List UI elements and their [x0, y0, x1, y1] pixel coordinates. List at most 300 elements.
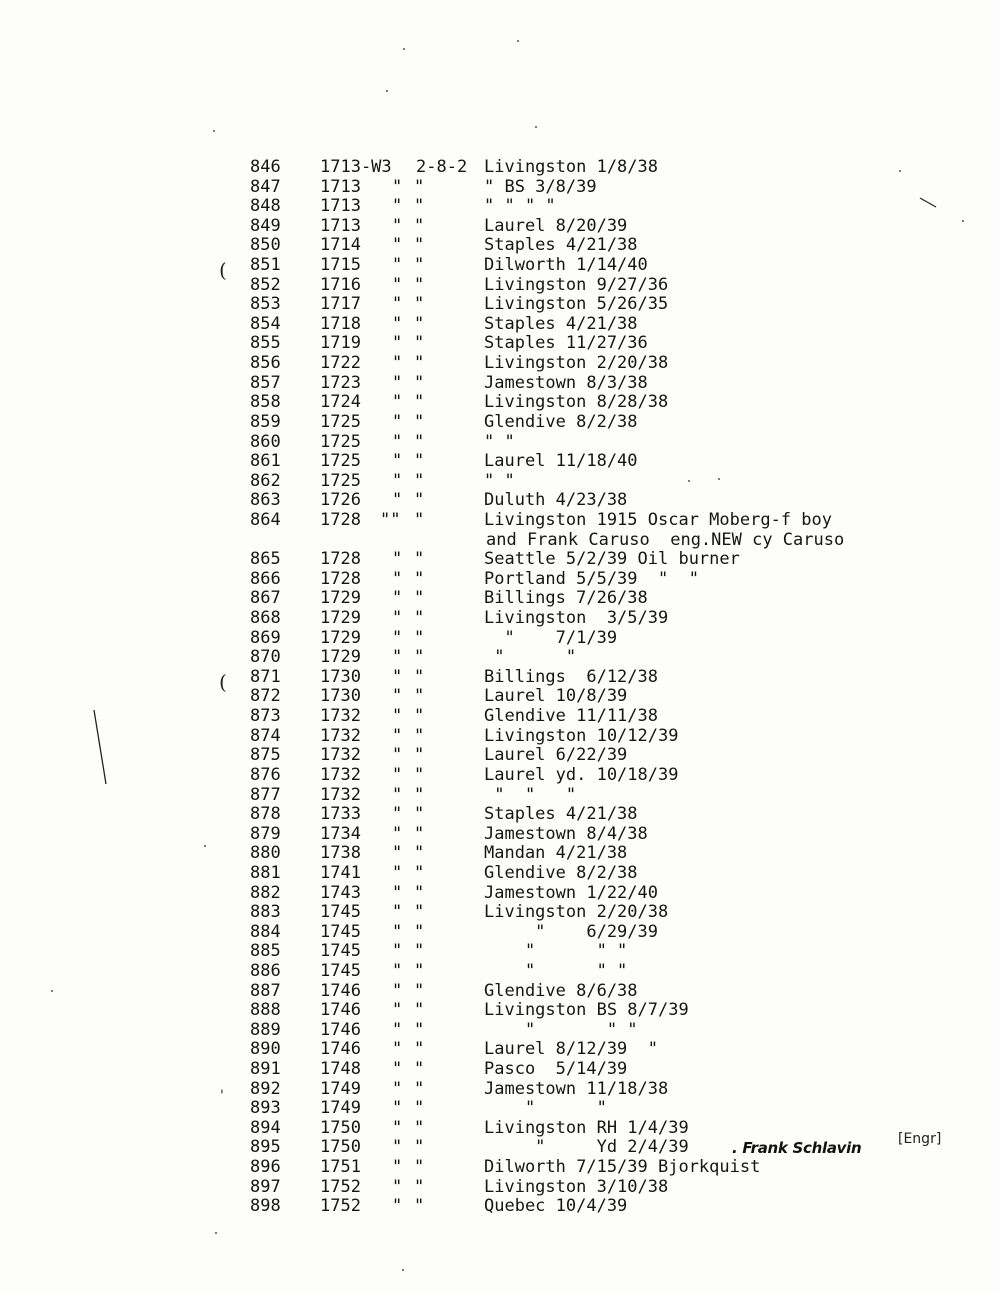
destination: Staples 4/21/38 [484, 313, 638, 334]
record-row [0, 903, 1000, 923]
ditto-class: " [392, 215, 403, 236]
destination: Staples 4/21/38 [484, 804, 638, 825]
engine-number: 1719 [320, 333, 361, 354]
ditto-class: " [392, 333, 403, 354]
destination: Staples 4/21/38 [484, 235, 638, 256]
wheel-arrangement: " [414, 588, 425, 609]
wheel-arrangement: " [414, 451, 425, 472]
record-row [0, 295, 1000, 315]
wheel-arrangement: " [414, 176, 425, 197]
engine-number: 1746 [320, 980, 361, 1001]
record-row [0, 452, 1000, 472]
wheel-arrangement: " [414, 784, 425, 805]
engine-number: 1728 [320, 509, 361, 530]
destination: " BS 3/8/39 [484, 176, 597, 197]
margin-pencil-stroke [918, 196, 938, 210]
ditto-class: " [392, 588, 403, 609]
record-row [0, 276, 1000, 296]
record-number: 846 [250, 157, 281, 177]
wheel-arrangement: " [414, 686, 425, 707]
wheel-arrangement: " [414, 627, 425, 648]
wheel-arrangement: " [414, 980, 425, 1001]
scan-speck [204, 845, 206, 847]
ditto-class: "" [380, 509, 401, 530]
engine-number: 1728 [320, 568, 361, 589]
wheel-arrangement: " [414, 862, 425, 883]
wheel-arrangement: " [414, 1176, 425, 1197]
ditto-class: " [392, 274, 403, 295]
record-row [0, 1080, 1000, 1100]
destination: Mandan 4/21/38 [484, 843, 628, 864]
ditto-class: " [392, 647, 403, 668]
record-number: 854 [250, 313, 281, 334]
record-number: 870 [250, 647, 281, 668]
record-row [0, 393, 1000, 413]
wheel-arrangement: " [414, 235, 425, 256]
destination: " " " [484, 960, 628, 981]
record-row [0, 707, 1000, 727]
record-row [0, 433, 1000, 453]
engine-number: 1749 [320, 1098, 361, 1119]
ditto-class: " [392, 451, 403, 472]
record-row [0, 668, 1000, 688]
record-row [0, 786, 1000, 806]
record-row [0, 923, 1000, 943]
scan-speck [51, 990, 53, 992]
ditto-class: " [392, 862, 403, 883]
wheel-arrangement: " [414, 568, 425, 589]
destination: Glendive 8/2/38 [484, 411, 638, 432]
scan-speck [403, 48, 405, 50]
record-number: 867 [250, 588, 281, 609]
engine-number: 1732 [320, 764, 361, 785]
destination: " " [484, 431, 515, 452]
record-row [0, 609, 1000, 629]
wheel-arrangement: " [414, 608, 425, 629]
scan-speck [215, 1232, 217, 1234]
record-number: 894 [250, 1117, 281, 1138]
record-number: 868 [250, 608, 281, 629]
engine-number: 1725 [320, 411, 361, 432]
record-number: 882 [250, 882, 281, 903]
scan-speck [962, 220, 964, 222]
record-row [0, 256, 1000, 276]
wheel-arrangement: " [414, 490, 425, 511]
wheel-arrangement: " [414, 333, 425, 354]
record-row [0, 1060, 1000, 1080]
scan-speck [535, 126, 537, 128]
record-number: 860 [250, 431, 281, 452]
record-number: 859 [250, 411, 281, 432]
ditto-class: " [392, 176, 403, 197]
destination: Laurel 8/12/39 " [484, 1039, 658, 1060]
wheel-arrangement: " [414, 196, 425, 217]
destination: Livingston 3/10/38 [484, 1176, 669, 1197]
wheel-arrangement: " [414, 372, 425, 393]
record-row [0, 158, 1000, 178]
ditto-class: " [392, 372, 403, 393]
record-row [0, 570, 1000, 590]
engine-number: 1738 [320, 843, 361, 864]
record-number: 861 [250, 451, 281, 472]
engine-number: 1713-W3 [320, 157, 392, 177]
record-number: 856 [250, 353, 281, 374]
ditto-class: " [392, 1117, 403, 1138]
ditto-class: " [392, 666, 403, 687]
engine-number: 1745 [320, 960, 361, 981]
destination: Glendive 8/6/38 [484, 980, 638, 1001]
engine-number: 1745 [320, 902, 361, 923]
record-number: 849 [250, 215, 281, 236]
engine-number: 1750 [320, 1117, 361, 1138]
engine-number: 1752 [320, 1176, 361, 1197]
wheel-arrangement: " [414, 941, 425, 962]
record-row [0, 217, 1000, 237]
record-number: 881 [250, 862, 281, 883]
record-row [0, 962, 1000, 982]
record-row [0, 531, 1000, 551]
engine-number: 1732 [320, 725, 361, 746]
margin-tick-mark: ' [220, 1088, 224, 1104]
engine-number: 1743 [320, 882, 361, 903]
ditto-class: " [392, 1039, 403, 1060]
record-row [0, 629, 1000, 649]
engine-number: 1716 [320, 274, 361, 295]
record-number: 876 [250, 764, 281, 785]
engine-number: 1748 [320, 1059, 361, 1080]
wheel-arrangement: " [414, 960, 425, 981]
ditto-class: " [392, 1019, 403, 1040]
record-number: 892 [250, 1078, 281, 1099]
margin-paren-mark: ( [219, 258, 227, 282]
record-number: 888 [250, 1000, 281, 1021]
record-row [0, 334, 1000, 354]
engine-number: 1734 [320, 823, 361, 844]
destination: Livingston 5/26/35 [484, 294, 669, 315]
engine-number: 1732 [320, 706, 361, 727]
record-row [0, 766, 1000, 786]
destination: Duluth 4/23/38 [484, 490, 628, 511]
record-number: 869 [250, 627, 281, 648]
destination: Livingston 2/20/38 [484, 902, 669, 923]
engine-number: 1741 [320, 862, 361, 883]
engine-number: 1733 [320, 804, 361, 825]
ditto-class: " [392, 490, 403, 511]
destination: Livingston 8/28/38 [484, 392, 669, 413]
record-row [0, 727, 1000, 747]
destination: Jamestown 8/4/38 [484, 823, 648, 844]
ditto-class: " [392, 882, 403, 903]
record-row [0, 844, 1000, 864]
bracket-note: [Engr] [898, 1131, 942, 1147]
ditto-class: " [392, 627, 403, 648]
engine-number: 1751 [320, 1157, 361, 1178]
ditto-class: " [392, 1000, 403, 1021]
engine-number: 1729 [320, 627, 361, 648]
wheel-arrangement: " [414, 1157, 425, 1178]
record-row [0, 1099, 1000, 1119]
ditto-class: " [392, 784, 403, 805]
ditto-class: " [392, 1059, 403, 1080]
destination: and Frank Caruso eng.NEW cy Caruso [486, 529, 845, 550]
ditto-class: " [392, 764, 403, 785]
ditto-class: " [392, 431, 403, 452]
destination: Laurel 10/8/39 [484, 686, 628, 707]
scan-speck [402, 1269, 404, 1271]
wheel-arrangement: " [414, 921, 425, 942]
wheel-arrangement: " [414, 902, 425, 923]
destination: Quebec 10/4/39 [484, 1196, 628, 1217]
record-number: 852 [250, 274, 281, 295]
engine-number: 1729 [320, 608, 361, 629]
engine-number: 1729 [320, 647, 361, 668]
record-row [0, 1197, 1000, 1217]
wheel-arrangement: " [414, 1059, 425, 1080]
engine-number: 1730 [320, 666, 361, 687]
wheel-arrangement: " [414, 392, 425, 413]
wheel-arrangement: " [414, 745, 425, 766]
wheel-arrangement: " [414, 647, 425, 668]
wheel-arrangement: " [414, 1137, 425, 1158]
wheel-arrangement: " [414, 294, 425, 315]
destination: Seattle 5/2/39 Oil burner [484, 549, 740, 570]
ditto-class: " [392, 255, 403, 276]
record-row [0, 550, 1000, 570]
destination: Livingston RH 1/4/39 [484, 1117, 689, 1138]
record-row [0, 589, 1000, 609]
destination: " 6/29/39 [484, 921, 658, 942]
destination: Staples 11/27/36 [484, 333, 648, 354]
engine-number: 1746 [320, 1019, 361, 1040]
wheel-arrangement: " [414, 353, 425, 374]
wheel-arrangement: " [414, 549, 425, 570]
record-row [0, 687, 1000, 707]
engine-number: 1714 [320, 235, 361, 256]
scan-speck [517, 40, 519, 42]
destination: Billings 6/12/38 [484, 666, 658, 687]
record-row [0, 236, 1000, 256]
ditto-class: " [392, 196, 403, 217]
record-row [0, 197, 1000, 217]
engine-number: 1718 [320, 313, 361, 334]
record-row [0, 178, 1000, 198]
record-number: 887 [250, 980, 281, 1001]
record-row [0, 1158, 1000, 1178]
record-number: 879 [250, 823, 281, 844]
ditto-class: " [392, 1078, 403, 1099]
destination: Laurel yd. 10/18/39 [484, 764, 679, 785]
engine-number: 1715 [320, 255, 361, 276]
destination: Pasco 5/14/39 [484, 1059, 628, 1080]
engine-number: 1749 [320, 1078, 361, 1099]
wheel-arrangement: " [414, 1078, 425, 1099]
record-number: 873 [250, 706, 281, 727]
record-row [0, 511, 1000, 531]
destination: Dilworth 7/15/39 Bjorkquist [484, 1157, 761, 1178]
wheel-arrangement: " [414, 764, 425, 785]
record-row [0, 354, 1000, 374]
wheel-arrangement: " [414, 666, 425, 687]
wheel-arrangement: " [414, 1019, 425, 1040]
record-row [0, 1119, 1000, 1139]
destination: Jamestown 8/3/38 [484, 372, 648, 393]
record-number: 848 [250, 196, 281, 217]
record-row [0, 491, 1000, 511]
record-number: 866 [250, 568, 281, 589]
wheel-arrangement: " [414, 1117, 425, 1138]
engine-number: 1713 [320, 215, 361, 236]
record-row [0, 472, 1000, 492]
ditto-class: " [392, 470, 403, 491]
record-number: 855 [250, 333, 281, 354]
destination: " " [484, 1098, 607, 1119]
engine-number: 1725 [320, 451, 361, 472]
engine-number: 1713 [320, 196, 361, 217]
wheel-arrangement: " [414, 470, 425, 491]
record-number: 851 [250, 255, 281, 276]
engine-number: 1732 [320, 784, 361, 805]
record-row [0, 315, 1000, 335]
engine-number: 1717 [320, 294, 361, 315]
record-list [0, 158, 1000, 1217]
destination: Jamestown 11/18/38 [484, 1078, 669, 1099]
ditto-class: " [392, 608, 403, 629]
ditto-class: " [392, 725, 403, 746]
destination: Livingston 1/8/38 [484, 157, 658, 177]
ditto-class: " [392, 313, 403, 334]
record-number: 898 [250, 1196, 281, 1217]
destination: Glendive 8/2/38 [484, 862, 638, 883]
engine-number: 1745 [320, 921, 361, 942]
record-number: 857 [250, 372, 281, 393]
record-row [0, 1040, 1000, 1060]
record-number: 897 [250, 1176, 281, 1197]
wheel-arrangement: " [414, 823, 425, 844]
wheel-arrangement: " [414, 1098, 425, 1119]
record-number: 893 [250, 1098, 281, 1119]
record-number: 862 [250, 470, 281, 491]
record-number: 871 [250, 666, 281, 687]
record-row [0, 746, 1000, 766]
margin-paren-mark: ( [219, 670, 227, 694]
ditto-class: " [392, 941, 403, 962]
record-number: 884 [250, 921, 281, 942]
wheel-arrangement: " [414, 215, 425, 236]
wheel-arrangement: " [414, 431, 425, 452]
destination: Jamestown 1/22/40 [484, 882, 658, 903]
record-row [0, 864, 1000, 884]
record-row [0, 648, 1000, 668]
wheel-arrangement: " [414, 843, 425, 864]
ditto-class: " [392, 235, 403, 256]
destination: " " [484, 647, 577, 668]
wheel-arrangement: " [414, 725, 425, 746]
destination: Livingston 3/5/39 [484, 608, 669, 629]
record-number: 886 [250, 960, 281, 981]
engine-number: 1746 [320, 1039, 361, 1060]
engine-number: 1723 [320, 372, 361, 393]
wheel-arrangement: " [414, 411, 425, 432]
record-number: 863 [250, 490, 281, 511]
ditto-class: " [392, 1137, 403, 1158]
destination: Livingston 2/20/38 [484, 353, 669, 374]
destination: Billings 7/26/38 [484, 588, 648, 609]
ditto-class: " [392, 1176, 403, 1197]
ditto-class: " [392, 960, 403, 981]
record-number: 895 [250, 1137, 281, 1158]
record-number: 885 [250, 941, 281, 962]
record-row [0, 942, 1000, 962]
ditto-class: " [392, 804, 403, 825]
ditto-class: " [392, 686, 403, 707]
record-number: 858 [250, 392, 281, 413]
record-number: 864 [250, 509, 281, 530]
wheel-arrangement: " [414, 1039, 425, 1060]
engine-number: 1746 [320, 1000, 361, 1021]
record-number: 889 [250, 1019, 281, 1040]
record-row [0, 805, 1000, 825]
wheel-arrangement: " [414, 882, 425, 903]
record-number: 891 [250, 1059, 281, 1080]
destination: Livingston 10/12/39 [484, 725, 679, 746]
scan-speck [688, 480, 690, 482]
engine-number: 1730 [320, 686, 361, 707]
ditto-class: " [392, 921, 403, 942]
wheel-arrangement: " [414, 313, 425, 334]
record-number: 850 [250, 235, 281, 256]
ditto-class: " [392, 568, 403, 589]
wheel-arrangement: " [414, 706, 425, 727]
wheel-arrangement: " [414, 509, 425, 530]
destination: " " " " [484, 196, 556, 217]
ditto-class: " [392, 823, 403, 844]
ditto-class: " [392, 294, 403, 315]
record-row [0, 1021, 1000, 1041]
wheel-arrangement: " [414, 255, 425, 276]
wheel-arrangement: " [414, 274, 425, 295]
record-number: 847 [250, 176, 281, 197]
destination: Dilworth 1/14/40 [484, 255, 648, 276]
wheel-arrangement: 2-8-2 [416, 157, 468, 177]
destination: Livingston 1915 Oscar Moberg-f boy [484, 509, 832, 530]
destination: Portland 5/5/39 " " [484, 568, 699, 589]
engine-number: 1750 [320, 1137, 361, 1158]
ditto-class: " [392, 745, 403, 766]
destination: " " [484, 470, 515, 491]
scan-speck [718, 478, 720, 480]
engine-number: 1726 [320, 490, 361, 511]
destination: " " " [484, 1019, 638, 1040]
engine-number: 1752 [320, 1196, 361, 1217]
scan-speck [899, 170, 901, 172]
destination: " Yd 2/4/39 [484, 1137, 689, 1158]
record-number: 880 [250, 843, 281, 864]
ditto-class: " [392, 843, 403, 864]
destination: Laurel 8/20/39 [484, 215, 628, 236]
record-number: 874 [250, 725, 281, 746]
engine-number: 1725 [320, 470, 361, 491]
engine-number: 1745 [320, 941, 361, 962]
margin-pencil-stroke [92, 708, 110, 788]
engine-number: 1722 [320, 353, 361, 374]
destination: Laurel 11/18/40 [484, 451, 638, 472]
record-number: 875 [250, 745, 281, 766]
record-row [0, 982, 1000, 1002]
record-number: 872 [250, 686, 281, 707]
engine-number: 1713 [320, 176, 361, 197]
handwritten-name-annotation: . Frank Schlavin [732, 1139, 862, 1157]
record-row [0, 374, 1000, 394]
